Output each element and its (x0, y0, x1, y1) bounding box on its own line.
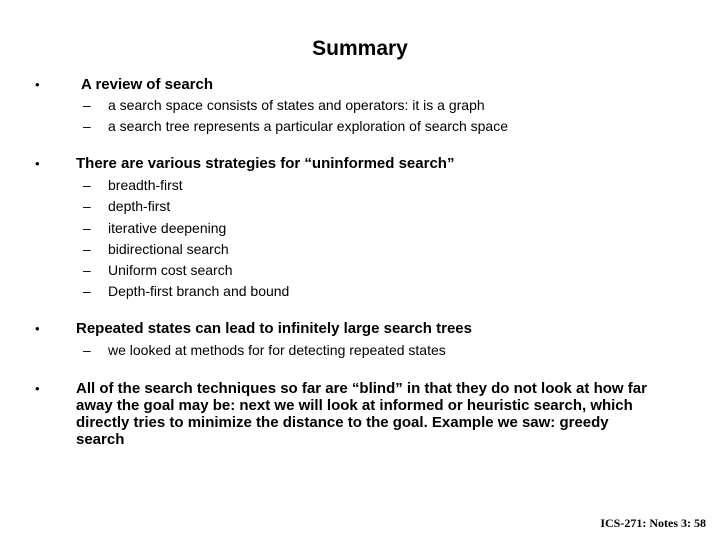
bullet-2-sub-2: depth-first (108, 198, 171, 214)
slide-title: Summary (312, 37, 408, 60)
bullet-2-sub-4: bidirectional search (108, 241, 229, 257)
dash-marker: – (83, 97, 91, 113)
bullet-4-text: All of the search techniques so far are “blind” in that they do not look at how far away the goal may be: next we will look at informed or heuristic search, which directly tries to minimize the distance to the goal. Example we saw: greedy search (76, 380, 647, 448)
bullet-marker: • (35, 77, 40, 92)
bullet-marker: • (35, 156, 40, 171)
bullet-marker: • (35, 381, 40, 396)
bullet-3-sub-1: we looked at methods for for detecting repeated states (108, 342, 446, 358)
dash-marker: – (83, 342, 91, 358)
bullet-1-sub-1: a search space consists of states and operators: it is a graph (108, 97, 485, 113)
bullet-3-text: Repeated states can lead to infinitely large search trees (76, 320, 472, 337)
bullet-2-sub-5: Uniform cost search (108, 262, 233, 278)
slide-footer: ICS-271: Notes 3: 58 (600, 516, 706, 530)
bullet-2-sub-6: Depth-first branch and bound (108, 283, 290, 299)
bullet-2-sub-3: iterative deepening (108, 220, 227, 236)
bullet-1-sub-2: a search tree represents a particular exploration of search space (108, 118, 508, 134)
dash-marker: – (83, 118, 91, 134)
bullet-marker: • (35, 321, 40, 336)
bullet-2-sub-1: breadth-first (108, 177, 183, 193)
dash-marker: – (83, 262, 91, 278)
bullet-1-text: A review of search (81, 76, 214, 93)
bullet-2-text: There are various strategies for “uninformed search” (76, 155, 455, 172)
dash-marker: – (83, 177, 91, 193)
dash-marker: – (83, 198, 91, 214)
dash-marker: – (83, 241, 91, 257)
dash-marker: – (83, 283, 91, 299)
dash-marker: – (83, 220, 91, 236)
